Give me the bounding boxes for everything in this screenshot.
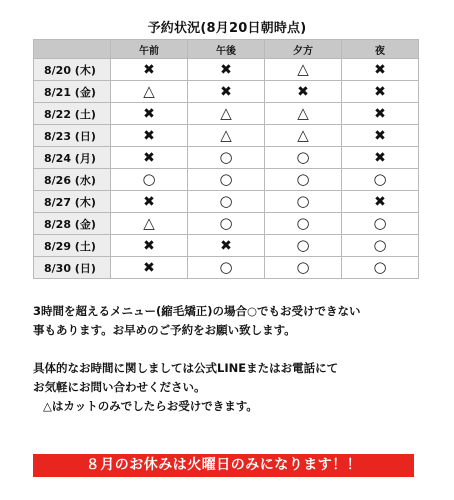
row-date: 8/21 (金) xyxy=(34,81,111,103)
slot-evening xyxy=(265,257,342,279)
table-row xyxy=(34,59,419,81)
triangle-mark-icon: △ xyxy=(143,214,155,232)
column-header-morning: 午前 xyxy=(111,40,188,59)
table-row xyxy=(34,235,419,257)
circle-mark-icon: ○ xyxy=(296,236,310,254)
table-row xyxy=(34,257,419,279)
circle-mark-icon: ○ xyxy=(219,148,233,166)
circle-mark-icon: ○ xyxy=(296,214,310,232)
slot-afternoon xyxy=(188,125,265,147)
slot-afternoon xyxy=(188,169,265,191)
circle-mark-icon: ○ xyxy=(373,214,387,232)
slot-morning xyxy=(111,257,188,279)
slot-afternoon xyxy=(188,213,265,235)
row-date: 8/29 (土) xyxy=(34,235,111,257)
column-header-evening: 夕方 xyxy=(265,40,342,59)
note-line: 事もあります。お早めのご予約をお願い致します。 xyxy=(33,323,296,337)
triangle-mark-icon: △ xyxy=(220,126,232,144)
triangle-mark-icon: △ xyxy=(143,82,155,100)
circle-mark-icon: ○ xyxy=(373,236,387,254)
slot-morning xyxy=(111,125,188,147)
row-date: 8/20 (木) xyxy=(34,59,111,81)
slot-morning xyxy=(111,81,188,103)
circle-mark-icon: ○ xyxy=(219,258,233,276)
circle-mark-icon: ○ xyxy=(296,258,310,276)
column-header-date xyxy=(34,40,111,59)
slot-night xyxy=(342,257,419,279)
cross-mark-icon: ✖ xyxy=(220,83,232,100)
slot-afternoon xyxy=(188,235,265,257)
slot-evening xyxy=(265,191,342,213)
slot-night xyxy=(342,191,419,213)
slot-night xyxy=(342,81,419,103)
row-date: 8/22 (土) xyxy=(34,103,111,125)
circle-mark-icon: ○ xyxy=(219,192,233,210)
slot-evening xyxy=(265,169,342,191)
column-header-afternoon: 午後 xyxy=(188,40,265,59)
slot-afternoon xyxy=(188,59,265,81)
note-line: 具体的なお時間に関しましては公式LINEまたはお電話にて xyxy=(33,361,339,375)
slot-afternoon xyxy=(188,147,265,169)
table-row xyxy=(34,81,419,103)
cross-mark-icon: ✖ xyxy=(220,61,232,78)
slot-morning xyxy=(111,169,188,191)
circle-mark-icon: ○ xyxy=(296,192,310,210)
slot-night xyxy=(342,235,419,257)
table-row xyxy=(34,213,419,235)
slot-evening xyxy=(265,213,342,235)
slot-morning xyxy=(111,235,188,257)
slot-afternoon xyxy=(188,257,265,279)
slot-evening xyxy=(265,147,342,169)
slot-morning xyxy=(111,213,188,235)
slot-morning xyxy=(111,103,188,125)
cross-mark-icon: ✖ xyxy=(143,61,155,78)
cross-mark-icon: ✖ xyxy=(143,127,155,144)
table-row xyxy=(34,147,419,169)
holiday-banner: ８月のお休みは火曜日のみになります！！ xyxy=(33,454,414,477)
cross-mark-icon: ✖ xyxy=(143,237,155,254)
table-row xyxy=(34,191,419,213)
circle-mark-icon: ○ xyxy=(219,170,233,188)
circle-mark-icon: ○ xyxy=(373,170,387,188)
slot-evening xyxy=(265,59,342,81)
slot-morning xyxy=(111,59,188,81)
slot-evening xyxy=(265,235,342,257)
table-row xyxy=(34,125,419,147)
cross-mark-icon: ✖ xyxy=(374,149,386,166)
row-date: 8/24 (月) xyxy=(34,147,111,169)
row-date: 8/26 (水) xyxy=(34,169,111,191)
circle-mark-icon: ○ xyxy=(296,170,310,188)
slot-evening xyxy=(265,81,342,103)
slot-morning xyxy=(111,191,188,213)
cross-mark-icon: ✖ xyxy=(374,83,386,100)
triangle-mark-icon: △ xyxy=(220,104,232,122)
slot-night xyxy=(342,147,419,169)
cross-mark-icon: ✖ xyxy=(143,193,155,210)
notes-section xyxy=(33,302,443,416)
slot-night xyxy=(342,125,419,147)
note-line: △はカットのみでしたらお受けできます。 xyxy=(43,399,258,413)
page-title: 予約状況(8月20日朝時点) xyxy=(147,21,307,36)
row-date: 8/23 (日) xyxy=(34,125,111,147)
slot-morning xyxy=(111,147,188,169)
column-header-night: 夜 xyxy=(342,40,419,59)
row-date: 8/27 (木) xyxy=(34,191,111,213)
cross-mark-icon: ✖ xyxy=(143,149,155,166)
note-line: お気軽にお問い合わせください。 xyxy=(33,380,206,394)
reservation-table xyxy=(33,39,419,279)
cross-mark-icon: ✖ xyxy=(220,237,232,254)
slot-night xyxy=(342,169,419,191)
table-header-row xyxy=(34,40,419,59)
slot-night xyxy=(342,103,419,125)
cross-mark-icon: ✖ xyxy=(374,105,386,122)
cross-mark-icon: ✖ xyxy=(297,83,309,100)
slot-evening xyxy=(265,103,342,125)
circle-mark-icon: ○ xyxy=(296,148,310,166)
slot-evening xyxy=(265,125,342,147)
slot-night xyxy=(342,213,419,235)
triangle-mark-icon: △ xyxy=(297,104,309,122)
table-row xyxy=(34,103,419,125)
circle-mark-icon: ○ xyxy=(373,258,387,276)
row-date: 8/28 (金) xyxy=(34,213,111,235)
cross-mark-icon: ✖ xyxy=(374,193,386,210)
table-row xyxy=(34,169,419,191)
cross-mark-icon: ✖ xyxy=(374,127,386,144)
circle-mark-icon: ○ xyxy=(142,170,156,188)
slot-night xyxy=(342,59,419,81)
note-line: 3時間を超えるメニュー(縮毛矯正)の場合○でもお受けできない xyxy=(33,304,361,318)
cross-mark-icon: ✖ xyxy=(143,105,155,122)
triangle-mark-icon: △ xyxy=(297,60,309,78)
slot-afternoon xyxy=(188,191,265,213)
cross-mark-icon: ✖ xyxy=(374,61,386,78)
row-date: 8/30 (日) xyxy=(34,257,111,279)
triangle-mark-icon: △ xyxy=(297,126,309,144)
slot-afternoon xyxy=(188,81,265,103)
cross-mark-icon: ✖ xyxy=(143,259,155,276)
slot-afternoon xyxy=(188,103,265,125)
circle-mark-icon: ○ xyxy=(219,214,233,232)
